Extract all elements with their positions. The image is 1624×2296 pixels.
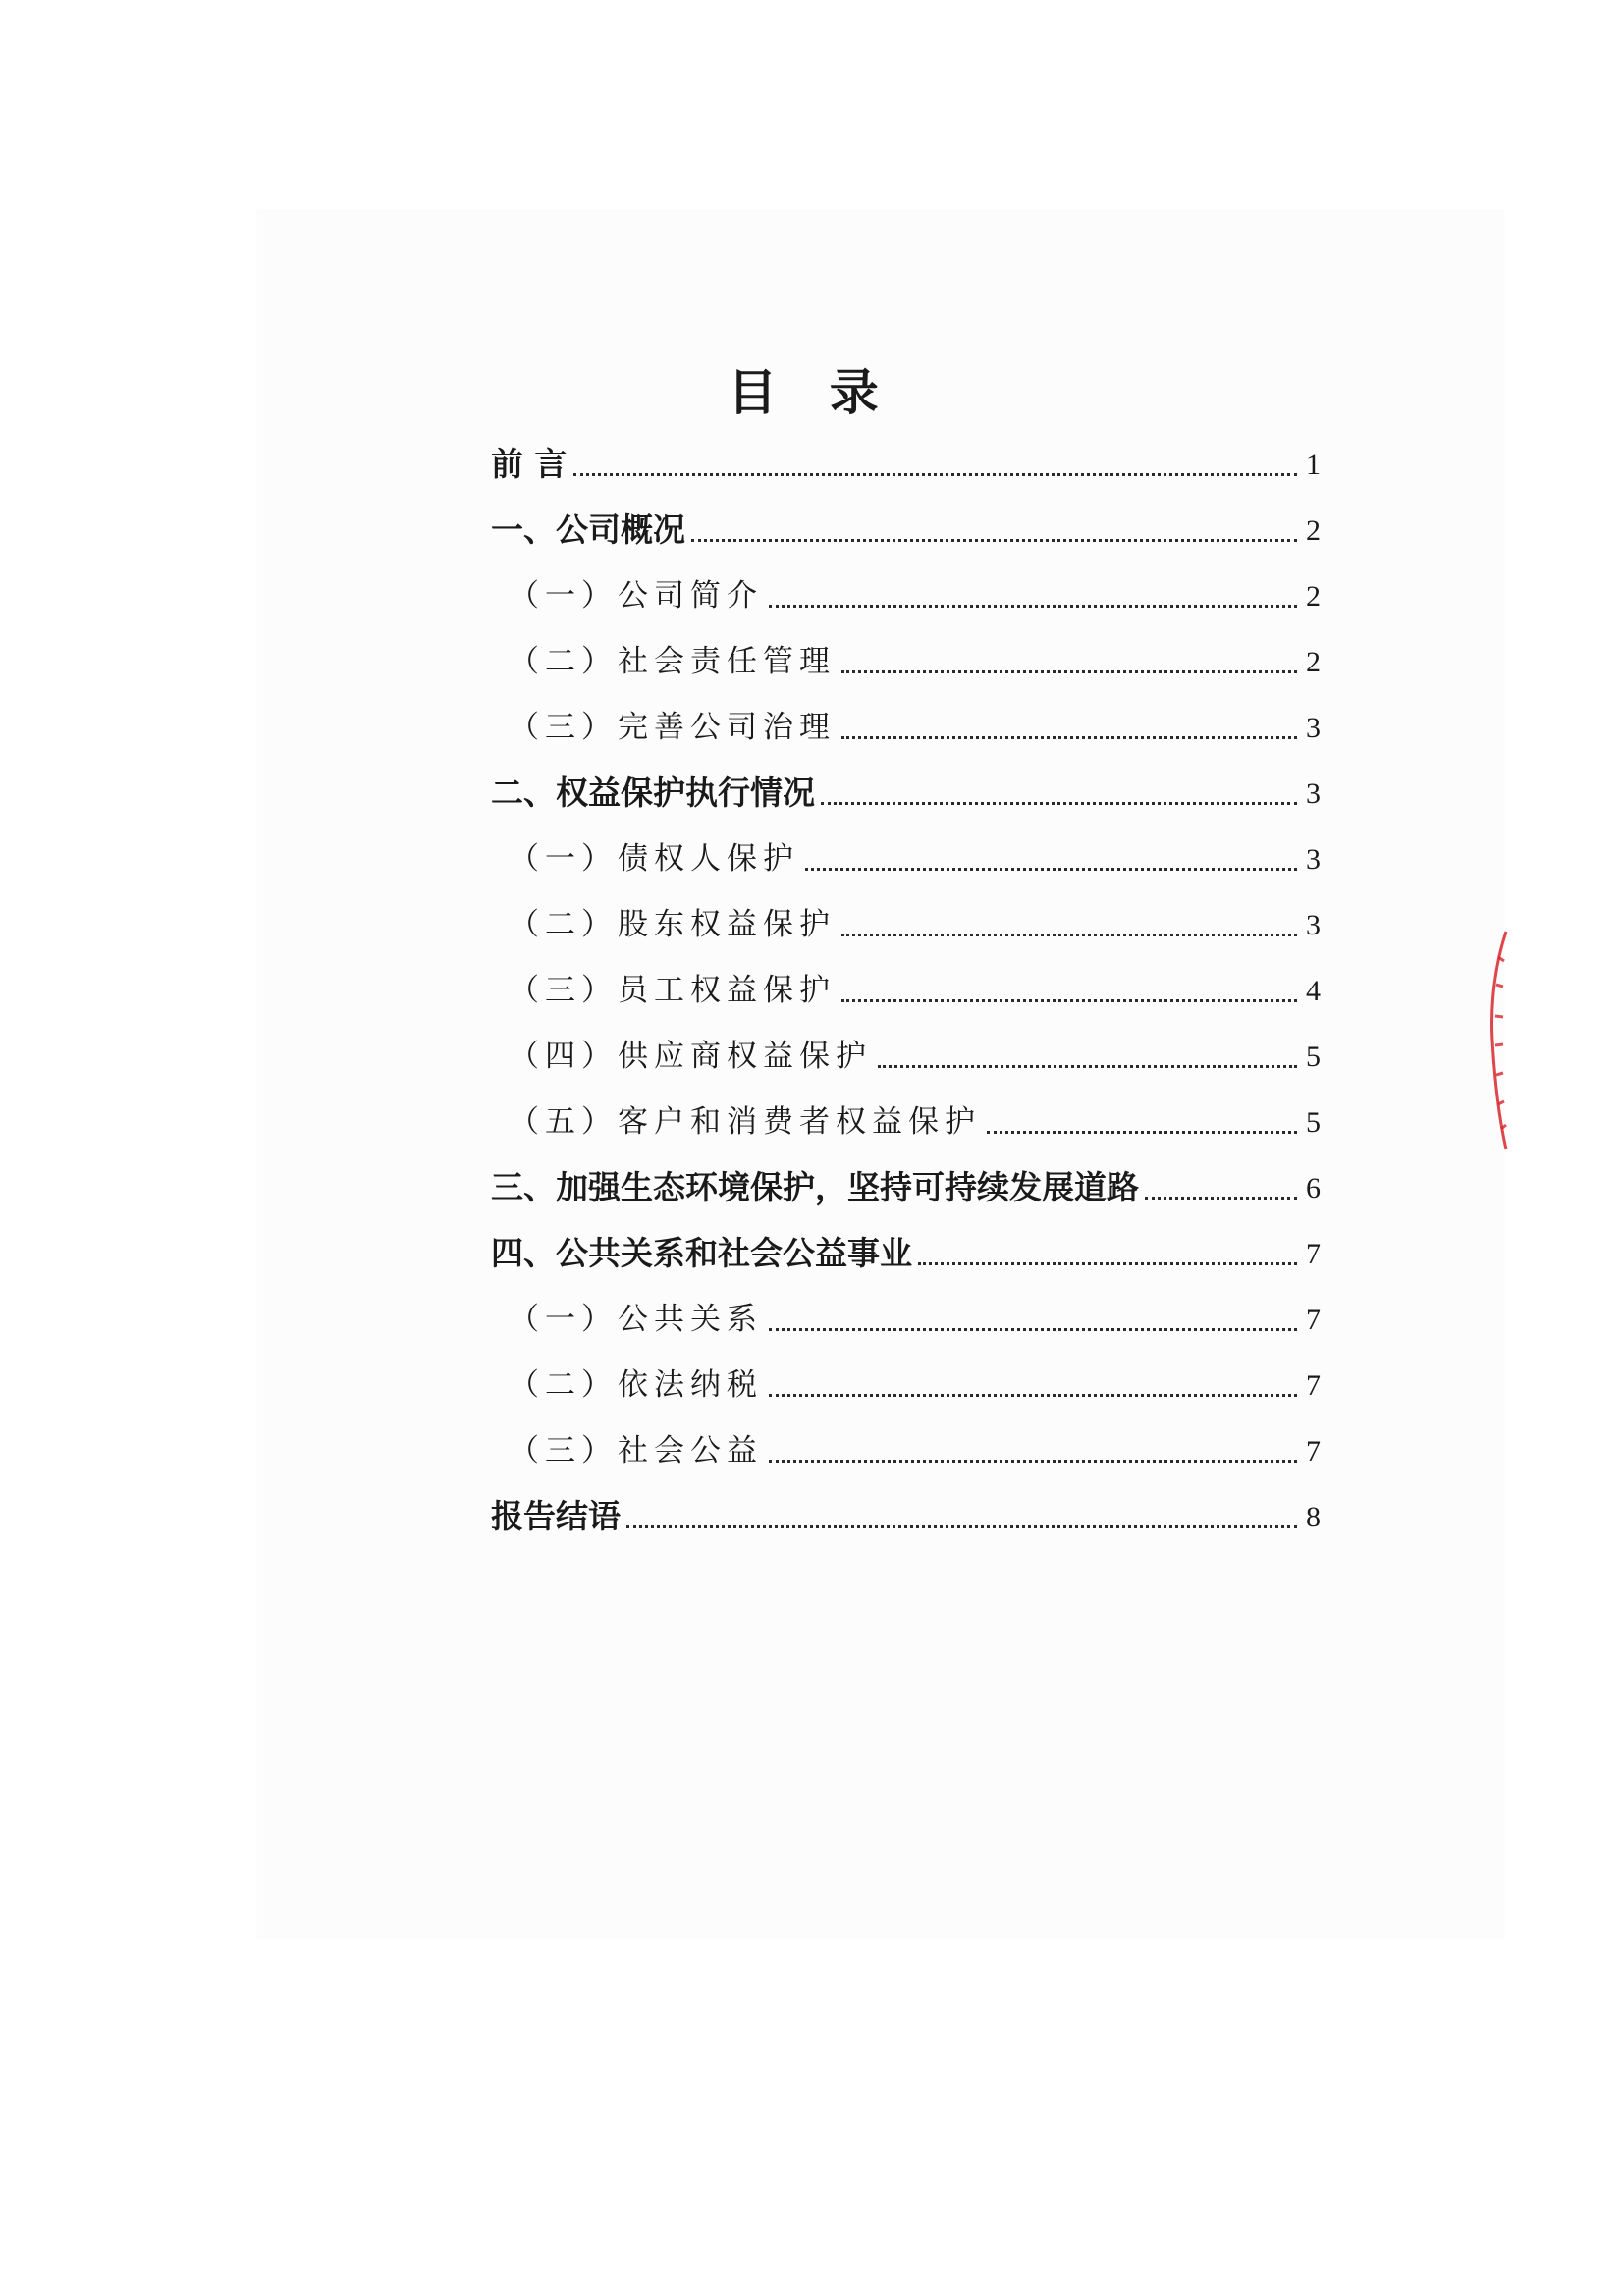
toc-entry[interactable] — [491, 1472, 1321, 1538]
toc-entry-label: （一）公司简介 — [509, 578, 763, 614]
dot-leader — [769, 1460, 1297, 1463]
toc-entry[interactable] — [491, 1407, 1321, 1472]
toc-entry-label: （二）社会责任管理 — [509, 644, 836, 679]
toc-entry[interactable] — [491, 617, 1321, 683]
dot-leader — [878, 1065, 1297, 1068]
toc-entry[interactable] — [491, 1341, 1321, 1407]
toc-entry-label: 四、公共关系和社会公益事业 — [491, 1234, 912, 1272]
toc-entry[interactable] — [491, 552, 1321, 617]
toc-entry-label: （四）供应商权益保护 — [509, 1039, 872, 1074]
toc-page-number: 5 — [1306, 1041, 1321, 1073]
toc-entry-label: （三）完善公司治理 — [509, 710, 836, 745]
toc-entry-label: （一）债权人保护 — [509, 841, 799, 877]
dot-leader — [987, 1131, 1297, 1134]
dot-leader — [626, 1525, 1297, 1528]
dot-leader — [805, 868, 1297, 871]
toc-page-number: 2 — [1306, 514, 1321, 547]
toc-entry[interactable] — [491, 1275, 1321, 1341]
toc-page-number: 4 — [1306, 975, 1321, 1007]
toc-page-number: 5 — [1306, 1106, 1321, 1139]
dot-leader — [769, 1394, 1297, 1397]
dot-leader — [573, 473, 1298, 476]
toc-page-number: 7 — [1306, 1435, 1321, 1468]
toc-entry-label: 二、权益保护执行情况 — [491, 774, 815, 812]
toc-page-number: 6 — [1306, 1172, 1321, 1204]
toc-entry[interactable] — [491, 1078, 1321, 1144]
toc-entry[interactable] — [491, 946, 1321, 1012]
page-title: 目 录 — [728, 364, 896, 421]
toc-page-number: 3 — [1306, 712, 1321, 744]
dot-leader — [841, 670, 1297, 673]
toc-entry[interactable] — [491, 420, 1321, 486]
toc-entry-label: （五）客户和消费者权益保护 — [509, 1104, 981, 1140]
toc-page-number: 3 — [1306, 777, 1321, 810]
dot-leader — [769, 605, 1297, 608]
toc-entry-label: （二）依法纳税 — [509, 1367, 763, 1403]
toc-page-number: 8 — [1306, 1501, 1321, 1533]
toc-entry-label: 三、加强生态环境保护，坚持可持续发展道路 — [491, 1168, 1139, 1206]
toc-entry-label: 报告结语 — [491, 1497, 621, 1535]
toc-page-number: 1 — [1306, 449, 1321, 481]
red-seal-edge-icon — [1481, 928, 1510, 1153]
dot-leader — [821, 802, 1297, 805]
dot-leader — [769, 1328, 1297, 1331]
toc-entry-label: 一、公司概况 — [491, 510, 685, 549]
toc-entry-label: （三）员工权益保护 — [509, 973, 836, 1008]
toc-entry[interactable] — [491, 815, 1321, 881]
dot-leader — [841, 999, 1297, 1002]
toc-page-number: 3 — [1306, 909, 1321, 941]
dot-leader — [841, 934, 1297, 936]
toc-entry-label: （二）股东权益保护 — [509, 907, 836, 942]
dot-leader — [1145, 1197, 1297, 1200]
toc-page-number: 7 — [1306, 1304, 1321, 1336]
toc-entry[interactable] — [491, 1012, 1321, 1078]
toc-page-number: 7 — [1306, 1238, 1321, 1270]
toc-entry-label: （一）公共关系 — [509, 1302, 763, 1337]
toc-entry[interactable] — [491, 881, 1321, 946]
toc-page-number: 2 — [1306, 580, 1321, 613]
toc-page-number: 2 — [1306, 646, 1321, 678]
dot-leader — [691, 539, 1297, 542]
toc-entry[interactable] — [491, 1209, 1321, 1275]
toc-page-number: 3 — [1306, 843, 1321, 876]
toc-page-number: 7 — [1306, 1369, 1321, 1402]
toc-entry[interactable] — [491, 683, 1321, 749]
dot-leader — [841, 736, 1297, 739]
toc-entry[interactable] — [491, 749, 1321, 815]
toc-entry[interactable] — [491, 1144, 1321, 1209]
toc-entry-label: （三）社会公益 — [509, 1433, 763, 1468]
table-of-contents — [491, 420, 1321, 1538]
toc-entry-label: 前 言 — [491, 445, 568, 483]
dot-leader — [918, 1262, 1297, 1265]
toc-entry[interactable] — [491, 486, 1321, 552]
